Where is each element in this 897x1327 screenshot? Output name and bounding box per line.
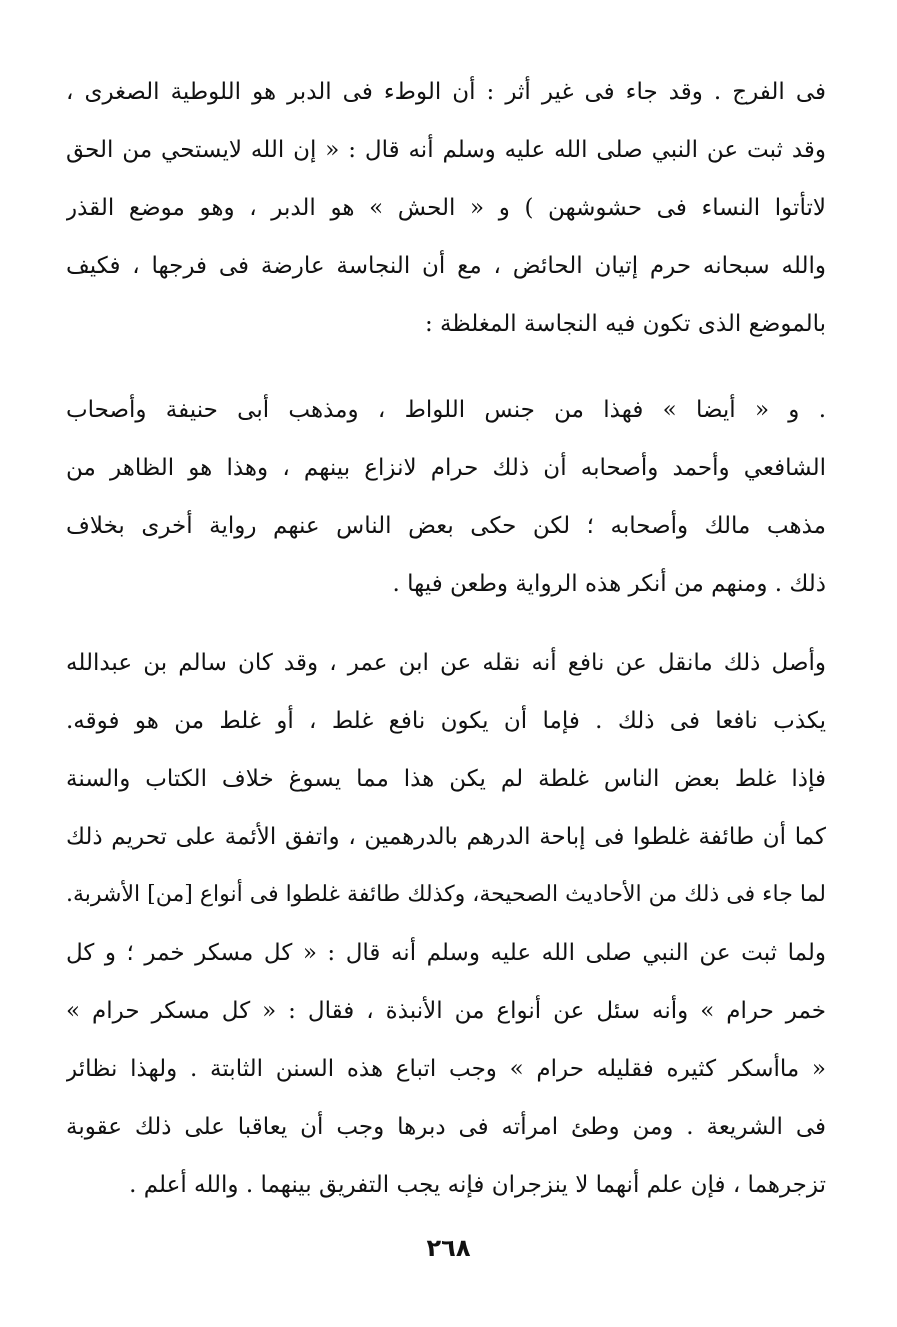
text-line: فى الشريعة . ومن وطئ امرأته فى دبرها وجب أن يعاقبا على ذلك عقوبة [66,1114,826,1140]
text-line: الشافعي وأحمد وأصحابه أن ذلك حرام لانزاع بينهم ، وهذا هو الظاهر من [66,455,826,481]
text-line: فإذا غلط بعض الناس غلطة لم يكن هذا مما يسوغ خلاف الكتاب والسنة [66,766,826,792]
text-line: وقد ثبت عن النبي صلى الله عليه وسلم أنه قال : « إن الله لايستحي من الحق [66,137,826,163]
text-line: يكذب نافعا فى ذلك . فإما أن يكون نافع غلط ، أو غلط من هو فوقه. [66,708,826,734]
text-line: وأصل ذلك مانقل عن نافع أنه نقله عن ابن عمر ، وقد كان سالم بن عبدالله [66,650,826,676]
text-line: لاتأتوا النساء فى حشوشهن ) و « الحش » هو الدبر ، وهو موضع القذر [66,195,826,221]
text-line: بالموضع الذى تكون فيه النجاسة المغلظة : [425,311,826,337]
page-number: ٢٦٨ [426,1234,471,1262]
text-line: لما جاء فى ذلك من الأحاديث الصحيحة، وكذلك طائفة غلطوا فى أنواع [من] الأشربة. [66,882,826,907]
text-line: « ماأسكر كثيره فقليله حرام » وجب اتباع هذه السنن الثابتة . ولهذا نظائر [66,1056,826,1082]
paragraph-1 [66,63,826,353]
text-line: مذهب مالك وأصحابه ؛ لكن حكى بعض الناس عنهم رواية أخرى بخلاف [66,513,826,539]
text-line: . و « أيضا » فهذا من جنس اللواط ، ومذهب أبى حنيفة وأصحاب [66,397,826,423]
text-line: خمر حرام » وأنه سئل عن أنواع من الأنبذة ، فقال : « كل مسكر حرام » [66,998,826,1024]
text-line: والله سبحانه حرم إتيان الحائض ، مع أن النجاسة عارضة فى فرجها ، فكيف [66,253,826,279]
text-line: كما أن طائفة غلطوا فى إباحة الدرهم بالدرهمين ، واتفق الأئمة على تحريم ذلك [66,824,826,850]
text-line: تزجرهما ، فإن علم أنهما لا ينزجران فإنه يجب التفريق بينهما . والله أعلم . [129,1172,826,1198]
paragraph-2 [66,381,826,613]
text-line: فى الفرج . وقد جاء فى غير أثر : أن الوطء فى الدبر هو اللوطية الصغرى ، [66,79,826,105]
paragraph-3 [66,634,826,1214]
text-line: ذلك . ومنهم من أنكر هذه الرواية وطعن فيها . [392,571,826,597]
text-line: ولما ثبت عن النبي صلى الله عليه وسلم أنه قال : « كل مسكر خمر ؛ و كل [66,940,826,966]
